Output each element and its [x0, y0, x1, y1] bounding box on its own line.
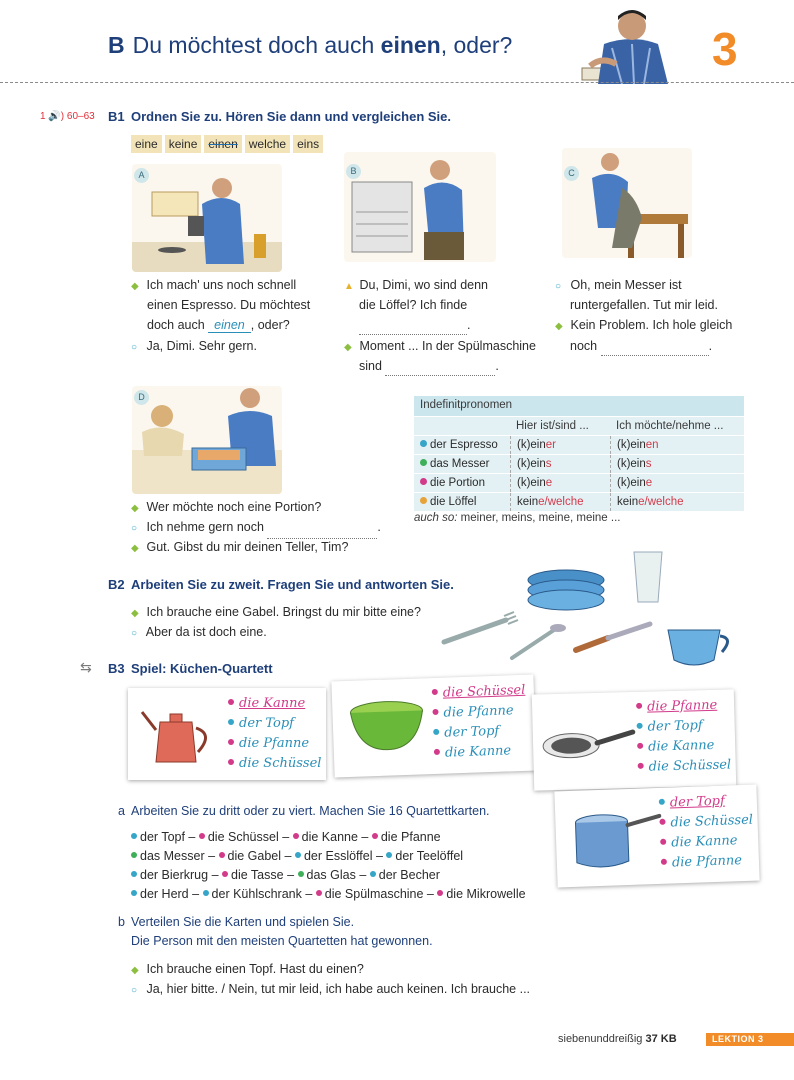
dialog-a-line-4: ○ Ja, Dimi. Sehr gern.: [131, 336, 257, 358]
b1-instruction: Ordnen Sie zu. Hören Sie dann und vergleichen Sie.: [131, 109, 452, 124]
quartet-card-schuessel: [331, 675, 536, 778]
grammar-table-header: [414, 416, 744, 435]
quartet-card-topf: [554, 785, 759, 888]
section-letter: B: [108, 32, 125, 58]
badge-b: B: [346, 164, 361, 179]
diamond-marker-icon: ◆: [131, 503, 139, 514]
dialog-d-line-1: ◆ Wer möchte noch eine Portion?: [131, 497, 321, 519]
grammar-note: auch so: meiner, meins, meine, meine ...: [414, 512, 621, 524]
b2-line-2: ○ Aber da ist doch eine.: [131, 622, 267, 644]
lesson-label: LEKTION 3: [706, 1033, 794, 1046]
illustration-c-dropped-knife: [562, 148, 692, 258]
card-item: die Kanne: [660, 833, 738, 851]
page-footer: siebenunddreißig 37 KB: [558, 1033, 677, 1045]
pot-illustration: [567, 808, 663, 873]
b3-number: B3: [108, 661, 125, 676]
header-divider: [0, 82, 794, 84]
dialog-c-line-4: noch .: [570, 336, 712, 356]
dialog-b-line-4: ◆ Moment ... In der Spülmaschine: [344, 336, 536, 358]
b3-b-line-1: ◆ Ich brauche einen Topf. Hast du einen?: [131, 959, 364, 981]
word-bank-item: keine: [165, 135, 202, 153]
card-item: die Schüssel: [228, 756, 321, 771]
dialog-c-line-1: ○ Oh, mein Messer ist: [555, 275, 682, 297]
diamond-marker-icon: ◆: [131, 543, 139, 554]
pan-illustration: [541, 722, 638, 774]
dialog-a-line-2: einen Espresso. Du möchtest: [147, 298, 311, 312]
grammar-col-hier-ist: Hier ist/sind ...: [516, 420, 589, 432]
b3-a-label: a: [118, 804, 125, 818]
diamond-marker-icon: ◆: [131, 608, 139, 619]
handwritten-answer: einen: [208, 318, 251, 333]
dialog-a-line-1: ◆ Ich mach' uns noch schnell: [131, 275, 296, 297]
tableware-illustration: [436, 546, 736, 676]
diamond-marker-icon: ◆: [344, 342, 352, 353]
swap-icon: ⇆: [80, 659, 92, 675]
b3-b-instruction-1: Verteilen Sie die Karten und spielen Sie.: [131, 915, 355, 929]
title-pre: Du möchtest doch auch: [132, 32, 381, 58]
answer-blank[interactable]: [601, 342, 709, 356]
dialog-d-line-2: ○ Ich nehme gern noch .: [131, 517, 381, 539]
word-bank-item: eine: [131, 135, 162, 153]
quartet-line: der Herd – der Kühlschrank – die Spülmaschine – die Mikrowelle: [131, 885, 526, 904]
quartet-line: das Messer – die Gabel – der Esslöffel – der Teelöffel: [131, 847, 463, 866]
answer-blank[interactable]: [359, 321, 467, 335]
grammar-table-indefinitpronomen: [414, 396, 744, 511]
b3-b-label: b: [118, 915, 125, 929]
diamond-marker-icon: ◆: [131, 965, 139, 976]
b2-number: B2: [108, 577, 125, 592]
diamond-marker-icon: ◆: [555, 321, 563, 332]
kettle-illustration: [140, 700, 222, 770]
dialog-b-line-1: ▲ Du, Dimi, wo sind denn: [344, 275, 488, 297]
dialog-a-line-3: doch auch einen , oder?: [147, 318, 290, 332]
card-item: der Topf: [636, 718, 702, 735]
b2-line-1: ◆ Ich brauche eine Gabel. Bringst du mir bitte eine?: [131, 602, 421, 624]
b3-b-line-2: ○ Ja, hier bitte. / Nein, tut mir leid, ich habe auch keinen. Ich brauche ...: [131, 979, 530, 1001]
illustration-d-lasagne-table: [132, 386, 282, 494]
quartet-card-kanne: [128, 688, 326, 780]
grammar-row: der Espresso (k)einer (k)einen: [414, 435, 744, 454]
triangle-marker-icon: ▲: [344, 281, 354, 292]
b1-number: B1: [108, 109, 125, 124]
card-item: die Kanne: [434, 743, 512, 761]
illustration-a-kitchen-espresso: [132, 164, 282, 272]
circle-marker-icon: ○: [131, 628, 138, 639]
card-item: die Kanne: [637, 738, 715, 755]
page-title: [108, 32, 512, 59]
title-post: , oder?: [440, 32, 513, 58]
quartet-card-pfanne: [532, 689, 736, 790]
answer-blank[interactable]: [385, 362, 495, 376]
card-item: die Schüssel: [638, 757, 732, 774]
bowl-illustration: [346, 694, 428, 757]
grammar-col-ich-moechte: Ich möchte/nehme ...: [616, 420, 724, 432]
grammar-row: das Messer (k)eins (k)eins: [414, 454, 744, 473]
badge-d: D: [134, 390, 149, 405]
quartet-line: der Topf – die Schüssel – die Kanne – die Pfanne: [131, 828, 441, 847]
title-bold: einen: [380, 32, 441, 58]
badge-c: C: [564, 166, 579, 181]
circle-marker-icon: ○: [555, 281, 562, 292]
badge-a: A: [134, 168, 149, 183]
dialog-b-line-3: .: [359, 315, 470, 335]
word-bank-item: welche: [245, 135, 290, 153]
dialog-b-line-5: sind .: [359, 356, 499, 376]
word-bank-item-used: einen: [204, 135, 241, 153]
circle-marker-icon: ○: [131, 523, 138, 534]
circle-marker-icon: ○: [131, 985, 138, 996]
word-bank-item: eins: [293, 135, 323, 153]
card-item: der Topf: [433, 724, 499, 741]
card-item: der Topf: [228, 716, 294, 731]
card-item: der Topf: [659, 794, 725, 811]
card-item: die Schüssel: [659, 813, 753, 831]
diamond-marker-icon: ◆: [131, 281, 139, 292]
card-item: die Pfanne: [636, 698, 717, 715]
word-bank: [131, 135, 323, 153]
dialog-c-line-2: runtergefallen. Tut mir leid.: [570, 298, 718, 312]
card-item: die Schüssel: [432, 683, 526, 701]
grammar-row: die Portion (k)eine (k)eine: [414, 473, 744, 492]
card-item: die Pfanne: [661, 853, 743, 871]
man-reading-illustration: [572, 4, 684, 84]
audio-track-label: 1 🔊) 60–63: [40, 111, 95, 122]
b3-instruction: Spiel: Küchen-Quartett: [131, 661, 273, 676]
lesson-number: 3: [712, 23, 738, 75]
b3-b-instruction-2: Die Person mit den meisten Quartetten hat gewonnen.: [131, 934, 433, 948]
circle-marker-icon: ○: [131, 342, 138, 353]
card-item: die Pfanne: [432, 703, 514, 721]
quartet-line: der Bierkrug – die Tasse – das Glas – der Becher: [131, 866, 440, 885]
card-item: die Kanne: [228, 696, 305, 711]
dialog-c-line-3: ◆ Kein Problem. Ich hole gleich: [555, 315, 732, 337]
illustration-b-dishwasher: [344, 152, 496, 262]
grammar-table-title: Indefinitpronomen: [414, 396, 744, 416]
card-item: die Pfanne: [228, 736, 309, 751]
grammar-row: die Löffel keine/welche keine/welche: [414, 492, 744, 511]
b3-a-instruction: Arbeiten Sie zu dritt oder zu viert. Machen Sie 16 Quartettkarten.: [131, 804, 490, 818]
b2-instruction: Arbeiten Sie zu zweit. Fragen Sie und antworten Sie.: [131, 577, 454, 592]
dialog-b-line-2: die Löffel? Ich finde: [359, 298, 468, 312]
dialog-d-line-3: ◆ Gut. Gibst du mir deinen Teller, Tim?: [131, 537, 348, 559]
